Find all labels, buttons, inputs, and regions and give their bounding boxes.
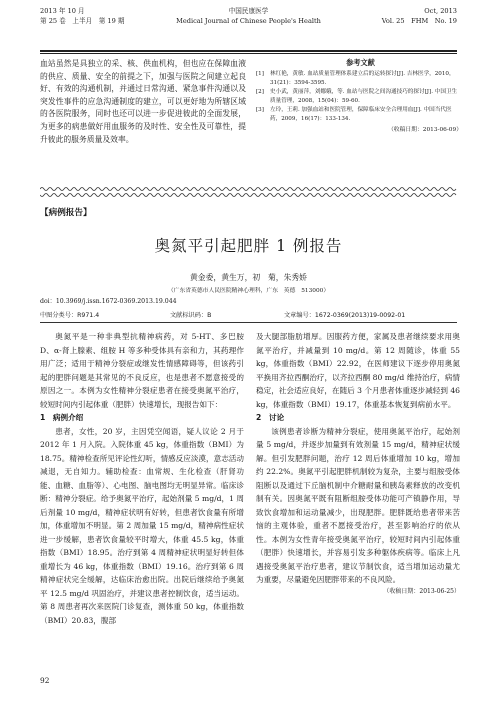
header-date-en: Oct, 2013 xyxy=(424,7,457,15)
reference-number: [2] xyxy=(256,89,264,96)
header-rule xyxy=(40,50,457,52)
references-title: 参考文献 xyxy=(346,58,375,67)
heading-case: 1 病例介绍 xyxy=(40,413,84,422)
discussion-paragraph: 该例患者诊断为精神分裂症，使用奥氮平治疗，起始剂量 5 mg/d，并逐步加量到有效剂量 15 mg/d，精神症状缓解。但引发肥胖问题，治疗 12 周后体重增加 10 kg，增加约 22.2%。奥氮平引起肥胖机制较为复杂，主要与组胺受体阻断以及通过下丘脑机制中介糖耐量和胰岛素释放的改变机制有关。因奥氮平既有阻断组胺受体功能可产镇静作用，导致饮食增加和运动量减少，出现肥胖。肥胖既给患者带来苦恼的主观体验，重者不愿接受治疗，甚至影响治疗的依从性。本例为女性青年接受奥氮平治疗，较短时间内引起体重（肥胖）快速增长，并容易引发多种躯体疾病等。临床上凡遇接受奥氮平治疗患者，建议节制饮食，适当增加运动量尤为重要，尽量避免因肥胖带来的不良风险。 xyxy=(256,426,460,584)
journal-name-cn: 中国民康医学 xyxy=(228,7,269,15)
running-header xyxy=(40,6,457,40)
body-left-column xyxy=(40,330,244,627)
doc-code: 文献标识码：B xyxy=(170,312,212,319)
reference-item xyxy=(256,70,462,88)
article-authors: 黄金委，黄生万，初 菊，朱秀娇 xyxy=(190,273,307,282)
heading-discussion: 2 讨论 xyxy=(256,413,285,422)
article-doi: doi：10.3969/j.issn.1672-0369.2013.19.044 xyxy=(40,298,177,305)
wavy-divider xyxy=(40,192,457,198)
page-number: 92 xyxy=(40,676,50,685)
article-affiliation: （广东省英德市人民医院精神心理科，广东 英德 513000） xyxy=(167,288,330,294)
case-paragraph-continued: 及大腿部脂肪增厚。因服药方便，家属及患者继续要求用奥氮平治疗，并减量到 10 mg/d。第 12 周随诊，体重 55 kg，体重指数（BMI）22.92，在医师建议下逐步停用奥氮平换用齐拉西酮治疗，以齐拉西酮 80 mg/d 维持治疗，病情稳定，社会适应良好，在随后 3 个月患者体重逐步减轻到 46 kg，体重指数（BMI）19.17，体重基本恢复到病前水平。 xyxy=(256,332,460,409)
journal-name-en: Medical Journal of Chinese People's Health xyxy=(176,17,321,25)
header-rule-thin xyxy=(40,53,457,54)
references-list xyxy=(256,70,462,135)
article-title: 奥氮平引起肥胖 1 例报告 xyxy=(154,237,343,255)
article-id: 文章编号：1672-0369(2013)19-0092-01 xyxy=(284,312,406,319)
reference-text: 史小武，黄丽萍，刘娜娥，等. 血站与医院之间沟通技巧的探讨[J]. 中国卫生质量管理，2008，15(04)：59-60. xyxy=(270,89,458,105)
header-volume-cn: 第 25 卷 上半月 第 19 期 xyxy=(40,17,125,25)
reference-item xyxy=(256,106,462,124)
header-volume-en: Vol. 25 FHM No. 19 xyxy=(381,17,457,25)
header-date: 2013 年 10 月 xyxy=(40,7,85,15)
clc-number: 中图分类号：R971.4 xyxy=(40,312,100,319)
received-date: （收稿日期：2013-06-25） xyxy=(383,587,460,595)
received-date-previous: （收稿日期：2013-06-09） xyxy=(387,126,462,133)
body-right-column xyxy=(256,330,460,597)
case-paragraph: 患者，女性，20 岁，主因凭空闻语，疑人议论 2 月于 2012 年 1 月入院。入院体重 45 kg，体重指数（BMI）为 18.75。精神检查所见评论性幻听，情感反应淡漠，意志活动减退，无自知力。辅助检查：血常规、生化检查（肝肾功能、血糖、血脂等）、心电图、脑电图均无明显异常。临床诊断：精神分裂症。给予奥氮平治疗，起始剂量 5 mg/d，1 周后剂量 10 mg/d，精神症状明有好转，但患者饮食量有所增加，体重增加不明显。第 2 周加量 15 mg/d，精神病性症状进一步缓解，患者饮食量较平时增大，体重 45.5 kg，体重指数（BMI）18.95。治疗到第 4 周精神症状明显好转但体重增长为 46 kg，体重指数（BMI）19.16。治疗到第 6 周精神症状完全缓解，达临床治愈出院。出院后继续给予奥氮平 12.5 mg/d 巩固治疗，并建议患者控制饮食，适当运动。第 8 周患者再次来医院门诊复查，测体重 50 kg，体重指数（BMI）20.83，腹部 xyxy=(40,426,244,625)
reference-text: 林红艳，黄敏. 血站质量管理体系建立后的运转探讨[J]. 吉林医学，2010，31(21)：3594-3595. xyxy=(270,71,455,87)
reference-number: [3] xyxy=(256,107,264,114)
reference-text: 左玲，王莉. 加强血站和医院管理，保障临床安全合理用血[J]. 中国当代医药，2009，16(17)：133-134. xyxy=(270,107,452,123)
previous-article-tail: 血站虽然是具独立的采、核、供血机构，但也应在保障血液的供应、质量、安全的前提之下，加强与医院之间建立起良好、有效的沟通机制，并通过日常沟通、紧急事件沟通以及突发性事件的应急沟通制度的建立，可以更好地为所辖区域的各医院服务，同时也还可以进一步促进彼此的全面发展，为更多的病患做好用血服务的及时性、安全性及可靠性，提升彼此的服务质量及效率。 xyxy=(40,59,246,144)
header-right xyxy=(382,6,457,26)
reference-item xyxy=(256,88,462,106)
section-label: 【病例报告】 xyxy=(40,208,92,218)
reference-number: [1] xyxy=(256,71,264,77)
intro-paragraph: 奥氮平是一种非典型抗精神病药，对 5-HT、多巴胺 D、α-肾上腺素、组胺 H 等多种受体具有亲和力，其药理作用广泛；适用于精神分裂症或继发性情感障碍等，但该药引起的肥胖问题是其常见的不良反应，也是患者不愿意接受的原因之一。本例为女性精神分裂症患者在接受奥氮平治疗，较短时间内引起体重（肥胖）快速增长，现报告如下： xyxy=(40,332,244,409)
meta-rule xyxy=(40,322,457,323)
